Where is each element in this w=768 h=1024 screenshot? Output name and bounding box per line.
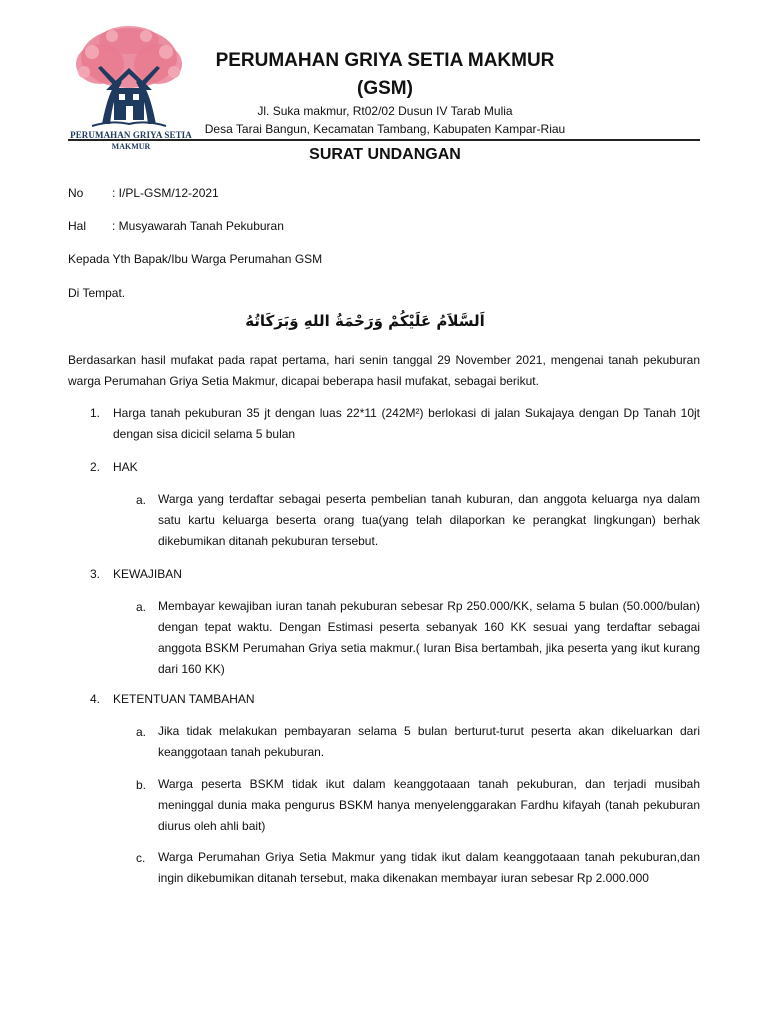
islamic-greeting: اَلسَّلاَمُ عَلَيْكُمْ وَرَحْمَةُ اللهِ وَبَرَكَاتُهُ <box>245 312 485 330</box>
place-line: Di Tempat. <box>68 286 126 300</box>
item-1-number: 1. <box>90 406 101 420</box>
recipient-line: Kepada Yth Bapak/Ibu Warga Perumahan GSM <box>68 252 323 266</box>
item-2a-text: Warga yang terdaftar sebagai peserta pembelian tanah kuburan, dan anggota keluarga nya dalam satu kartu keluarga beserta orang tua(yang telah dilaporkan ke perangkat lingkungan) berhak dikebumikan ditanah pekuburan tersebut. <box>158 492 700 548</box>
item-2-title: HAK <box>113 460 138 474</box>
tree-house-icon <box>62 24 196 132</box>
item-4a-label: a. <box>136 725 147 739</box>
letter-number-value: : I/PL-GSM/12-2021 <box>112 186 219 200</box>
address-line-1: Jl. Suka makmur, Rt02/02 Dusun IV Tarab Mulia <box>257 104 513 118</box>
item-2a-label: a. <box>136 493 147 507</box>
document-title: SURAT UNDANGAN <box>309 146 461 163</box>
item-3-title: KEWAJIBAN <box>113 567 182 581</box>
address-line-2: Desa Tarai Bangun, Kecamatan Tambang, Kabupaten Kampar-Riau <box>204 122 566 136</box>
item-3-number: 3. <box>90 567 101 581</box>
letter-number-label: No <box>68 186 84 200</box>
item-4c-label: c. <box>136 851 146 865</box>
subject-label: Hal <box>68 219 87 233</box>
item-2-number: 2. <box>90 460 101 474</box>
item-4-title: KETENTUAN TAMBAHAN <box>113 692 255 706</box>
organization-logo <box>62 24 196 154</box>
subject-row <box>68 219 284 233</box>
organization-abbreviation: (GSM) <box>357 78 413 99</box>
organization-name: PERUMAHAN GRIYA SETIA MAKMUR <box>215 50 555 71</box>
letter-number-row <box>68 186 219 200</box>
item-3a-text: Membayar kewajiban iuran tanah pekuburan sebesar Rp 250.000/KK, selama 5 bulan (50.000/bulan) dengan tepat waktu. Dengan Estimasi peserta sebanyak 160 KK sesuai yang terdaftar sebagai anggota BSKM Perumahan Griya setia makmur.( Iuran Bisa bertambah, jika peserta yang ikut kurang dari 160 KK) <box>158 599 700 676</box>
item-4c-text: Warga Perumahan Griya Setia Makmur yang tidak ikut dalam keanggotaaan tanah pekuburan,dan ingin dikebumikan ditanah tersebut, maka dikenakan membayar iuran sebesar Rp 2.000.000 <box>158 850 700 885</box>
logo-caption-line1: PERUMAHAN GRIYA SETIA <box>70 130 192 140</box>
intro-paragraph: Berdasarkan hasil mufakat pada rapat pertama, hari senin tanggal 29 November 2021, mengenai tanah pekuburan warga Perumahan Griya Setia Makmur, dicapai beberapa hasil mufakat, sebagai berikut. <box>68 353 700 388</box>
letterhead-divider <box>68 139 700 141</box>
item-4a-text: Jika tidak melakukan pembayaran selama 5 bulan berturut-turut peserta akan dikeluarkan dari keanggotaan tanah pekuburan. <box>158 724 700 759</box>
subject-value: : Musyawarah Tanah Pekuburan <box>112 219 284 233</box>
item-4b-text: Warga peserta BSKM tidak ikut dalam keanggotaaan tanah pekuburan, dan terjadi musibah meninggal dunia maka pengurus BSKM hanya menyelenggarakan Fardhu kifayah (tanah pekuburan diurus oleh ahli bait) <box>158 777 700 833</box>
item-4b-label: b. <box>136 778 147 792</box>
item-3a-label: a. <box>136 600 147 614</box>
logo-caption-line2: MAKMUR <box>111 142 151 151</box>
item-4-number: 4. <box>90 692 101 706</box>
item-1-text: Harga tanah pekuburan 35 jt dengan luas 22*11 (242M²) berlokasi di jalan Sukajaya dengan Dp Tanah 10jt dengan sisa dicicil selama 5 bulan <box>113 406 700 441</box>
